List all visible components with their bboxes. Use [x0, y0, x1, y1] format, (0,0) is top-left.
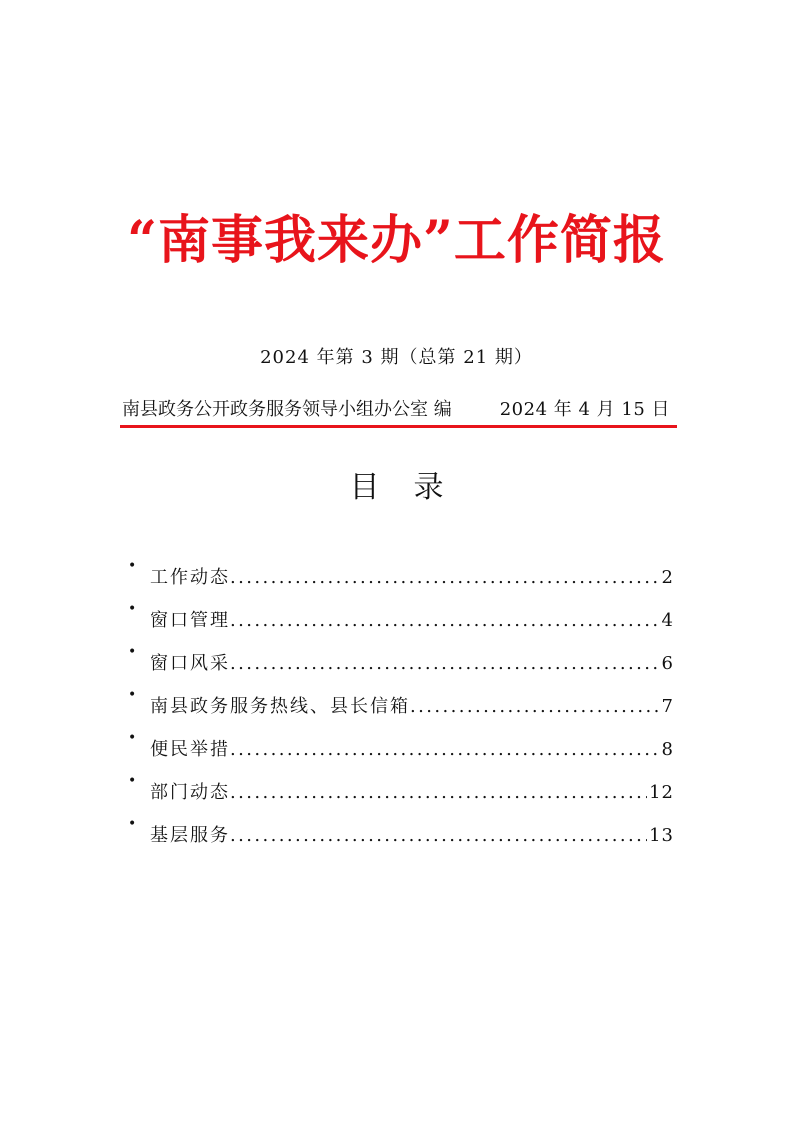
issue-date: 2024 年 4 月 15 日: [499, 399, 670, 420]
editor-name: 南县政务公开政务服务领导小组办公室 编: [122, 399, 452, 420]
toc-item[interactable]: [128, 685, 674, 728]
toc-item[interactable]: [128, 728, 674, 771]
toc-item-label: 便民举措: [150, 739, 230, 760]
toc-item-page: 12: [649, 782, 674, 803]
table-of-contents: [128, 556, 674, 857]
toc-item-page: 13: [649, 825, 674, 846]
toc-item-label: 南县政务服务热线、县长信箱: [150, 696, 410, 717]
toc-item-page: 8: [661, 739, 674, 760]
bullet-icon: •: [128, 687, 137, 703]
toc-item[interactable]: [128, 814, 674, 857]
bullet-icon: •: [128, 730, 137, 746]
toc-item[interactable]: [128, 771, 674, 814]
toc-item-page: 7: [661, 696, 674, 717]
toc-item-page: 4: [661, 610, 674, 631]
toc-item-page: 6: [661, 653, 674, 674]
bullet-icon: •: [128, 816, 137, 832]
issue-number: 2024 年第 3 期（总第 21 期）: [260, 347, 533, 368]
toc-heading-char-2: 录: [413, 470, 444, 505]
red-divider-rule: [120, 425, 677, 428]
bullet-icon: •: [128, 558, 137, 574]
toc-item[interactable]: [128, 599, 674, 642]
toc-heading: [0, 466, 793, 510]
dot-leader: [230, 814, 647, 857]
bullet-icon: •: [128, 601, 137, 617]
toc-item[interactable]: [128, 556, 674, 599]
dot-leader: [230, 771, 647, 814]
dot-leader: [410, 685, 660, 728]
toc-item-label: 窗口风采: [150, 653, 230, 674]
toc-item[interactable]: [128, 642, 674, 685]
toc-heading-char-1: 目: [349, 470, 380, 505]
toc-item-label: 基层服务: [150, 825, 230, 846]
toc-item-label: 工作动态: [150, 567, 230, 588]
editor-line: [120, 396, 676, 424]
dot-leader: [230, 599, 660, 642]
toc-item-page: 2: [661, 567, 674, 588]
bullet-icon: •: [128, 644, 137, 660]
masthead-title: “南事我来办”工作简报: [127, 210, 666, 271]
toc-item-label: 部门动态: [150, 782, 230, 803]
dot-leader: [230, 728, 660, 771]
bullet-icon: •: [128, 773, 137, 789]
toc-item-label: 窗口管理: [150, 610, 230, 631]
dot-leader: [230, 642, 660, 685]
dot-leader: [230, 556, 660, 599]
